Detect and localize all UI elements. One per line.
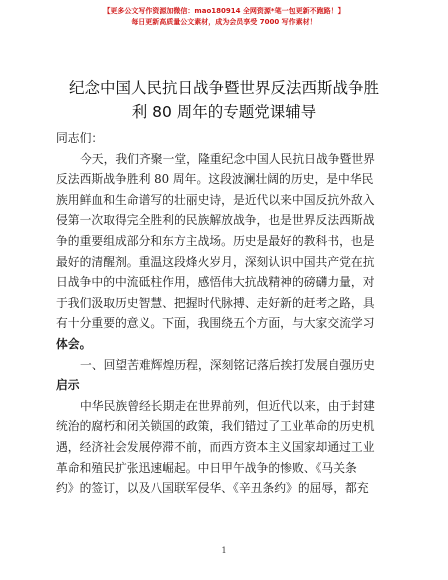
body-line: 有十分重要的意义。下面，我围绕五个方面，与大家交流学习 xyxy=(56,316,375,331)
body-line: 约》的签订，以及八国联军侵华、《辛丑条约》的屈辱，都充 xyxy=(56,481,369,496)
document-title-line-2: 利 80 周年的专题党课辅导 xyxy=(131,103,317,121)
document-title xyxy=(40,76,408,124)
section-heading-line-2: 启示 xyxy=(56,378,80,393)
body-line: 中华民族曾经长期走在世界前列，但近代以来，由于封建 xyxy=(80,398,375,413)
page-number: 1 xyxy=(221,546,227,555)
salutation: 同志们： xyxy=(56,131,104,145)
body-line: 日战争中的中流砥柱作用，感悟伟大抗战精神的磅礴力量，对 xyxy=(56,275,375,290)
body-line: 遇，经济社会发展停滞不前，而西方资本主义国家却通过工业 xyxy=(56,439,375,454)
body-line: 体会。 xyxy=(56,336,92,351)
body-line: 侵第一次取得完全胜利的民族解放战争，也是世界反法西斯战 xyxy=(56,213,375,228)
promo-banner-line-2: 每日更新高质量公文素材，成为会员享受 7000 写作素材！ xyxy=(131,18,317,26)
body-line: 于我们汲取历史智慧、把握时代脉搏、走好新的赶考之路，具 xyxy=(56,295,375,310)
promo-banner xyxy=(0,6,448,28)
body-line: 反法西斯战争胜利 80 周年。这段波澜壮阔的历史，是中华民 xyxy=(56,172,374,187)
body-line: 族用鲜血和生命谱写的壮丽史诗，是近代以来中国反抗外敌入 xyxy=(56,192,375,207)
section-heading-line-1: 一、回望苦难辉煌历程，深刻铭记落后挨打发展自强历史 xyxy=(80,357,375,372)
body-line: 今天，我们齐聚一堂，隆重纪念中国人民抗日战争暨世界 xyxy=(80,151,375,166)
body-line: 争的重要组成部分和东方主战场。历史是最好的教科书，也是 xyxy=(56,233,375,248)
body-line: 最好的清醒剂。重温这段烽火岁月，深刻认识中国共产党在抗 xyxy=(56,254,375,269)
body-line: 统治的腐朽和闭关锁国的政策，我们错过了工业革命的历史机 xyxy=(56,419,375,434)
promo-banner-line-1: 【更多公文写作资源加微信：mao180914 全网资源*笔一包更新不跑路！】 xyxy=(103,7,345,15)
body-line: 革命和殖民扩张迅速崛起。中日甲午战争的惨败、《马关条 xyxy=(56,460,357,475)
document-title-line-1: 纪念中国人民抗日战争暨世界反法西斯战争胜 xyxy=(68,79,379,97)
document-body xyxy=(56,128,392,499)
